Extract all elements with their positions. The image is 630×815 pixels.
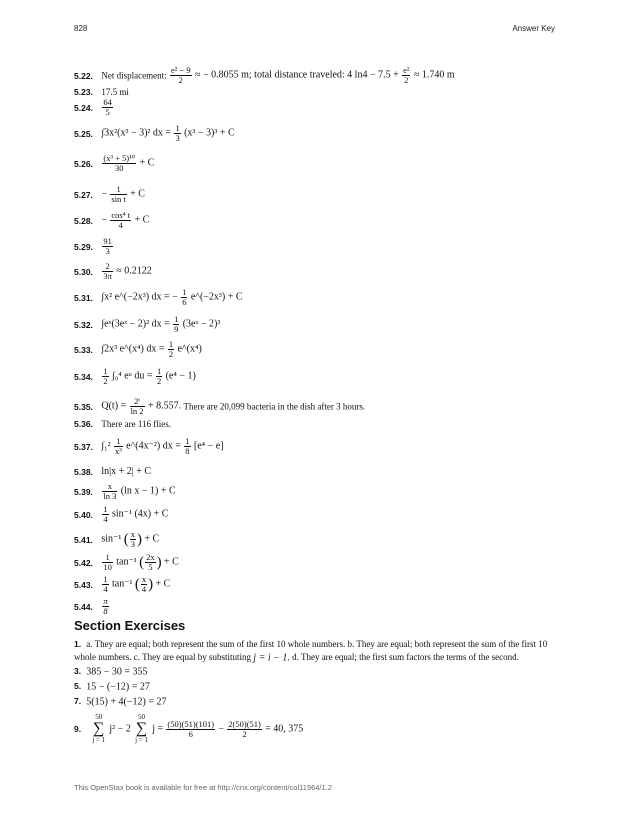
summation: 50 ∑ j = 1 bbox=[135, 713, 148, 744]
answer-math: ∫₀⁴ eᵘ du = bbox=[112, 370, 153, 382]
paren-open: ( bbox=[139, 554, 145, 571]
fraction: $\frac{\text{cos⁴ t}}{4}$ bbox=[111, 210, 131, 230]
answer-5-44 bbox=[74, 597, 564, 616]
fraction: $\frac{1}{8}$ bbox=[185, 436, 190, 456]
answer-number: 5.42. bbox=[74, 557, 93, 568]
fraction: $\frac{1}{4}$ bbox=[103, 574, 108, 594]
answer-math: e^(−2x³) + C bbox=[190, 291, 243, 303]
fraction: $\frac{1}{10}$ bbox=[103, 552, 112, 572]
answer-math: Q(t) = bbox=[101, 400, 127, 412]
answer-number: 5.26. bbox=[74, 158, 93, 169]
answer-text: Net displacement: bbox=[101, 70, 167, 81]
fraction: $\frac{64}{5}$ bbox=[103, 97, 112, 117]
answer-5-37 bbox=[74, 437, 564, 456]
fraction: $\frac{1}{\text{sin t}}$ bbox=[111, 184, 126, 204]
fraction: $\frac{1}{6}$ bbox=[182, 287, 187, 307]
fraction: $\frac{2}{3\pi}$ bbox=[103, 261, 112, 281]
answer-number: 5.25. bbox=[74, 128, 93, 139]
answer-math: ≈ − 0.8055 m; total distance traveled: 4 ln4 − 7.5 + bbox=[194, 69, 399, 81]
answer-math: (x³ − 3)³ + C bbox=[184, 127, 235, 139]
paren-open: ( bbox=[123, 531, 129, 548]
fraction: $\frac{1}{2}$ bbox=[168, 339, 174, 359]
fraction: $\frac{\text{e²}}{2}$ bbox=[403, 65, 410, 85]
fraction: $\frac{x}{4}$ bbox=[141, 574, 147, 594]
answer-text: 17.5 mi bbox=[101, 87, 129, 97]
exercise-5 bbox=[74, 680, 564, 693]
answer-number: 5.35. bbox=[74, 401, 93, 412]
answer-5-35 bbox=[74, 397, 564, 416]
answer-number: 5.43. bbox=[74, 579, 93, 590]
answer-number: 5.44. bbox=[74, 601, 93, 612]
answer-math: (e⁴ − 1) bbox=[165, 370, 196, 382]
answer-math: + C bbox=[155, 578, 171, 590]
answer-text: There are 20,099 bacteria in the dish after 3 hours. bbox=[183, 401, 366, 412]
answer-math: + C bbox=[164, 556, 179, 568]
answer-number: 5.40. bbox=[74, 509, 93, 520]
answer-math: ∫2x³ e^(x⁴) dx = bbox=[101, 343, 165, 355]
answer-5-43 bbox=[74, 575, 564, 594]
answer-5-40 bbox=[74, 505, 564, 524]
paren-open: ( bbox=[134, 576, 140, 593]
answer-number: 5.33. bbox=[74, 344, 93, 355]
answer-5-26 bbox=[74, 154, 564, 173]
fraction: $\frac{1}{\text{x³}}$ bbox=[114, 436, 122, 456]
exercise-number: 3. bbox=[74, 666, 82, 677]
exercise-number: 9. bbox=[74, 723, 82, 734]
fraction: $\frac{\pi}{8}$ bbox=[103, 596, 108, 616]
fraction: $\frac{(50)(51)(101)}{6}$ bbox=[167, 718, 215, 739]
exercise-math: 5(15) + 4(−12) = 27 bbox=[86, 696, 167, 708]
answer-number: 5.29. bbox=[74, 241, 93, 252]
answer-math: − bbox=[101, 214, 108, 226]
answer-math: (ln x − 1) + C bbox=[120, 485, 176, 497]
answer-5-33 bbox=[74, 340, 564, 359]
answer-math: + 8.557. bbox=[147, 400, 182, 412]
exercise-9 bbox=[74, 713, 564, 745]
exercise-math: = 40, 375 bbox=[265, 723, 304, 735]
answer-5-25 bbox=[74, 124, 564, 143]
fraction: $\frac{1}{2}$ bbox=[156, 366, 162, 386]
answer-math: sin⁻¹ bbox=[101, 533, 122, 545]
exercise-7 bbox=[74, 695, 564, 708]
answer-math: ∫x² e^(−2x³) dx = − bbox=[101, 291, 178, 303]
exercise-3 bbox=[74, 665, 564, 678]
answer-math: ≈ 0.2122 bbox=[116, 265, 152, 277]
answer-math: tan⁻¹ bbox=[116, 556, 137, 568]
page-number: 828 bbox=[74, 24, 88, 33]
exercise-math: j = bbox=[152, 723, 164, 735]
answer-math: + C bbox=[134, 214, 150, 226]
answer-math: ∫eˣ(3eˣ − 2)² dx = bbox=[101, 318, 170, 330]
summation: 50 ∑ j = 1 bbox=[92, 713, 106, 744]
answer-number: 5.41. bbox=[74, 534, 93, 545]
answer-math: + C bbox=[144, 533, 160, 545]
answer-number: 5.30. bbox=[74, 266, 93, 277]
fraction: $\frac{2x}{5}$ bbox=[146, 552, 155, 572]
answer-number: 5.24. bbox=[74, 102, 93, 113]
answer-math: − bbox=[101, 188, 108, 200]
fraction: $\frac{2(50)(51)}{2}$ bbox=[228, 718, 261, 739]
answer-number: 5.39. bbox=[74, 486, 93, 497]
answer-math: ln|x + 2| + C bbox=[101, 466, 152, 477]
exercise-1 bbox=[74, 638, 564, 665]
answer-number: 5.31. bbox=[74, 292, 93, 303]
answer-5-32 bbox=[74, 315, 564, 334]
answer-math: sin⁻¹ (4x) + C bbox=[112, 508, 169, 520]
exercise-math: 385 − 30 = 355 bbox=[86, 666, 148, 678]
exercise-math: j² − 2 bbox=[109, 723, 131, 735]
exercise-number: 7. bbox=[74, 696, 82, 707]
answer-5-42 bbox=[74, 553, 564, 572]
fraction: $\frac{x}{3}$ bbox=[130, 529, 135, 549]
answer-number: 5.38. bbox=[74, 467, 93, 477]
fraction: $\frac{x}{\ln 3}$ bbox=[103, 481, 117, 501]
answer-5-29 bbox=[74, 237, 564, 256]
answer-5-22 bbox=[74, 66, 564, 85]
answer-number: 5.37. bbox=[74, 441, 93, 452]
fraction: $\frac{\text{e² − 9}}{2}$ bbox=[170, 65, 191, 85]
answer-5-31 bbox=[74, 288, 564, 307]
paren-close: ) bbox=[148, 576, 154, 593]
answer-math: ∫3x²(x³ − 3)² dx = bbox=[101, 127, 172, 139]
answer-number: 5.22. bbox=[74, 70, 93, 81]
answer-math: (3eˣ − 2)³ bbox=[182, 318, 221, 330]
fraction: $\frac{1}{3}$ bbox=[175, 123, 180, 143]
running-header: Answer Key bbox=[512, 24, 555, 33]
answer-5-41 bbox=[74, 530, 564, 549]
paren-close: ) bbox=[156, 554, 162, 571]
exercise-text: d. They are equal; the first sum factors the terms of the second. bbox=[292, 652, 519, 663]
fraction: $\frac{\text{2ᵗ}}{\ln 2}$ bbox=[130, 396, 144, 416]
fraction: $\frac{1}{9}$ bbox=[174, 314, 179, 334]
fraction: $\frac{1}{2}$ bbox=[103, 366, 108, 386]
answer-5-36 bbox=[74, 418, 564, 430]
answer-number: 5.27. bbox=[74, 189, 93, 200]
exercise-math: 15 − (−12) = 27 bbox=[86, 681, 150, 693]
exercise-number: 5. bbox=[74, 681, 82, 692]
answer-number: 5.36. bbox=[74, 419, 93, 429]
answer-5-24 bbox=[74, 98, 564, 117]
answer-5-30 bbox=[74, 262, 564, 281]
answer-5-28 bbox=[74, 211, 564, 230]
answer-math: e^(4x⁻²) dx = bbox=[126, 440, 181, 452]
answer-math: + C bbox=[130, 188, 145, 200]
exercise-number: 1. bbox=[74, 639, 82, 650]
answer-math: [e⁴ − e] bbox=[193, 440, 224, 452]
answer-5-38 bbox=[74, 466, 564, 478]
paren-close: ) bbox=[136, 531, 142, 548]
answer-math: ≈ 1.740 m bbox=[413, 69, 455, 81]
answer-math: + C bbox=[139, 157, 155, 169]
answer-math: tan⁻¹ bbox=[112, 578, 133, 590]
answer-5-39 bbox=[74, 482, 564, 501]
exercise-math: j = i − 1. bbox=[253, 652, 290, 664]
answer-5-34 bbox=[74, 367, 564, 386]
footer-note: This OpenStax book is available for free at http://cnx.org/content/col11964/1.2 bbox=[74, 783, 332, 792]
section-title: Section Exercises bbox=[74, 618, 186, 633]
answer-5-23 bbox=[74, 86, 564, 98]
answer-5-27 bbox=[74, 185, 564, 204]
fraction: $\frac{\text{(x³ + 5)¹⁰}}{30}$ bbox=[103, 153, 136, 173]
answer-number: 5.34. bbox=[74, 371, 93, 382]
exercise-text: a. They are equal; both represent the sum of the first 10 whole numbers. b. They are equal; both represent the sum of the first 10 whole numbers. c. They are equal by substituting bbox=[74, 639, 548, 663]
answer-text: There are 116 flies. bbox=[101, 419, 172, 429]
answer-number: 5.23. bbox=[74, 87, 93, 97]
exercise-math: − bbox=[218, 723, 225, 735]
answer-math: ∫₁² bbox=[101, 440, 111, 452]
fraction: $\frac{91}{3}$ bbox=[103, 236, 112, 256]
answer-number: 5.28. bbox=[74, 215, 93, 226]
answer-number: 5.32. bbox=[74, 319, 93, 330]
fraction: $\frac{1}{4}$ bbox=[103, 504, 108, 524]
answer-math: e^(x⁴) bbox=[177, 343, 202, 355]
